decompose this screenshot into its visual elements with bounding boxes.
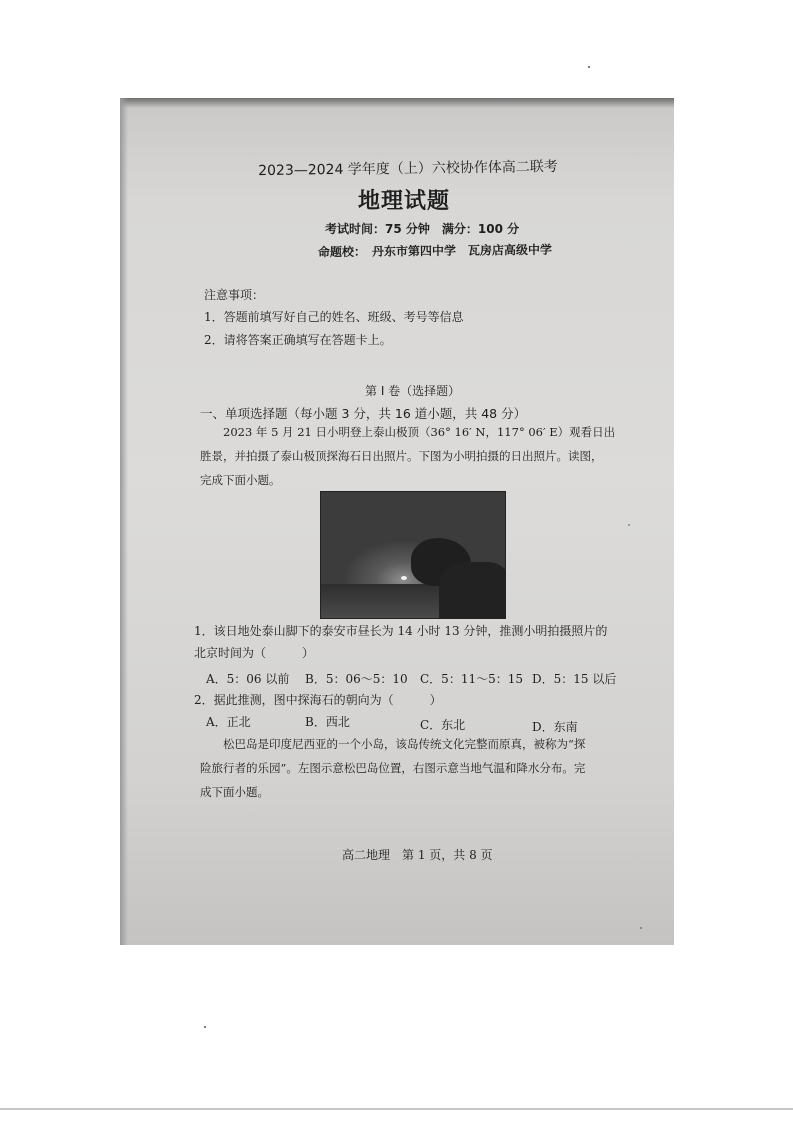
part-title: 一、单项选择题（每小题 3 分，共 16 道小题，共 48 分） — [200, 406, 527, 421]
note-item: 1．答题前填写好自己的姓名、班级、考号等信息 — [204, 310, 464, 324]
question-stem: 北京时间为（ ） — [194, 646, 315, 660]
option-b: B．5：06～5：10 — [305, 672, 408, 686]
passage-line: 胜景，并拍摄了泰山极顶探海石日出照片。下图为小明拍摄的日出照片。读图， — [200, 449, 603, 463]
dust-speck — [204, 1026, 206, 1028]
option-b: B．西北 — [305, 715, 350, 729]
dust-speck — [588, 66, 590, 68]
passage-line: 完成下面小题。 — [200, 473, 281, 487]
sunrise-photo — [320, 491, 506, 619]
dust-speck — [628, 524, 630, 526]
option-c: C．东北 — [420, 718, 466, 732]
passage-line: 成下面小题。 — [200, 785, 269, 799]
exam-paper-photo — [120, 98, 674, 945]
question-stem: 1．该日地处泰山脚下的泰安市昼长为 14 小时 13 分钟，推测小明拍摄照片的 — [194, 624, 608, 638]
passage-line: 2023 年 5 月 21 日小明登上泰山极顶（36° 16′ N，117° 06′ E）观看日出 — [200, 425, 616, 439]
dust-speck — [640, 927, 642, 929]
option-d: D．5：15 以后 — [532, 672, 617, 686]
question-stem: 2．据此推测，图中探海石的朝向为（ ） — [194, 693, 442, 707]
option-a: A．5：06 以前 — [206, 672, 290, 686]
passage-line: 松巴岛是印度尼西亚的一个小岛，该岛传统文化完整而原真，被称为“探 — [200, 737, 586, 751]
bottom-divider — [0, 1108, 793, 1110]
exam-title: 地理试题 — [358, 189, 451, 214]
rock-base-silhouette — [439, 562, 506, 619]
exam-name: 2023—2024 学年度（上）六校协作体高二联考 — [258, 158, 558, 180]
section-title: 第 I 卷（选择题） — [365, 384, 461, 398]
option-a: A．正北 — [206, 715, 251, 729]
passage-line: 险旅行者的乐园”。左图示意松巴岛位置，右图示意当地气温和降水分布。完 — [200, 761, 586, 775]
notes-title: 注意事项： — [204, 288, 265, 302]
sun — [401, 576, 407, 580]
option-c: C．5：11～5：15 — [420, 672, 523, 686]
exam-schools: 命题校： 丹东市第四中学 瓦房店高级中学 — [317, 242, 553, 260]
page-footer: 高二地理 第 1 页，共 8 页 — [342, 848, 493, 862]
option-d: D．东南 — [532, 720, 578, 734]
exam-meta: 考试时间：75 分钟 满分：100 分 — [325, 222, 520, 236]
note-item: 2．请将答案正确填写在答题卡上。 — [204, 333, 392, 347]
